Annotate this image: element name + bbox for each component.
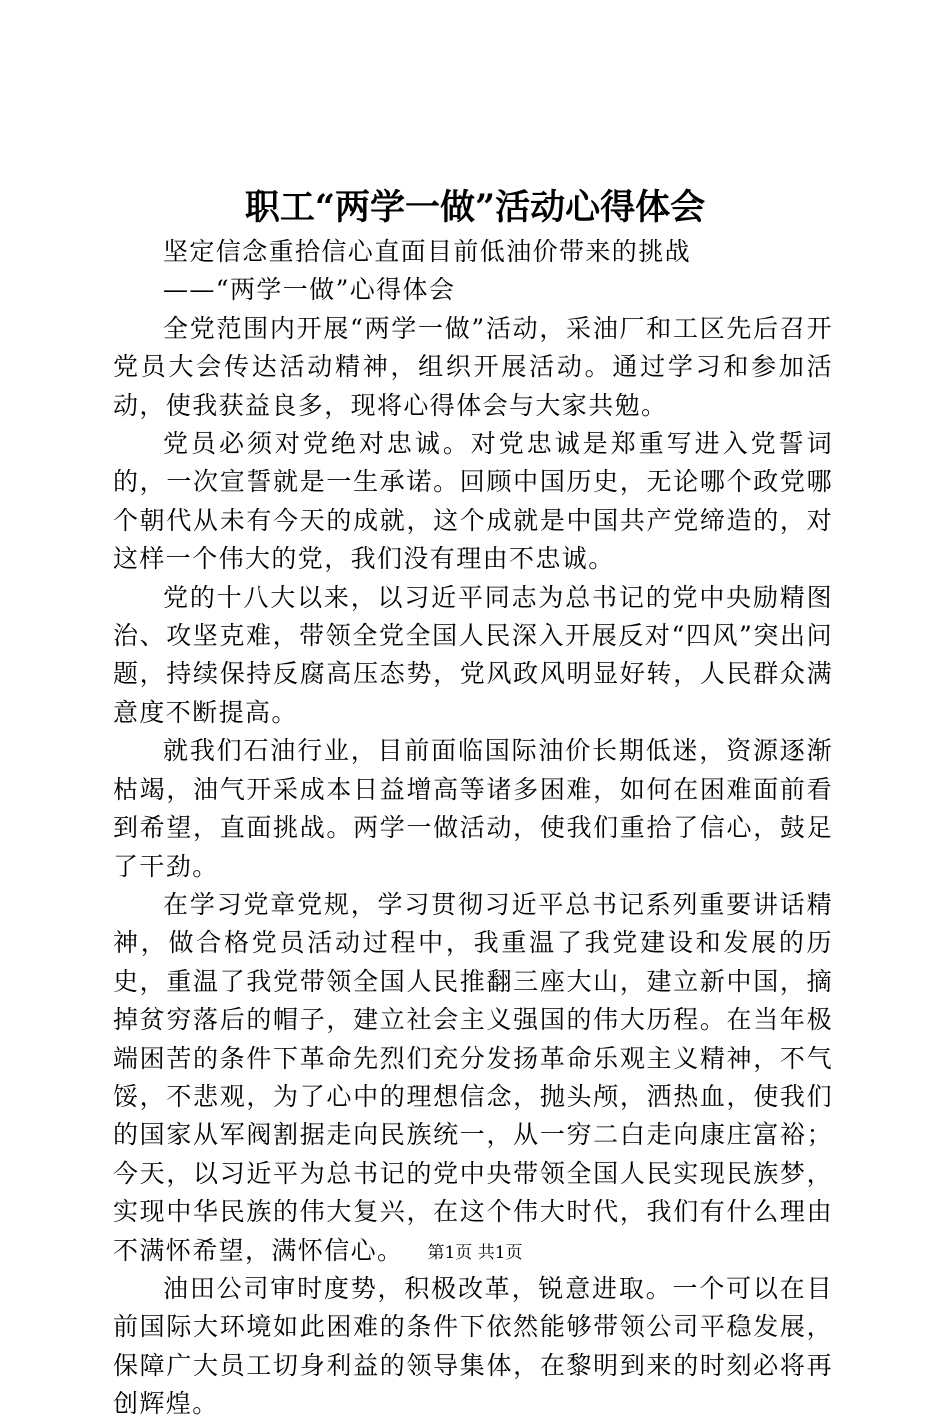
paragraph-4: 就我们石油行业，目前面临国际油价长期低迷，资源逐渐枯竭，油气开采成本日益增高等诸多困难，如何在困难面前看到希望，直面挑战。两学一做活动，使我们重拾了信心，鼓足了干劲。: [113, 736, 833, 881]
paragraph-2: 党员必须对党绝对忠诚。对党忠诚是郑重写进入党誓词的，一次宣誓就是一生承诺。回顾中国历史，无论哪个政党哪个朝代从未有今天的成就，这个成就是中国共产党缔造的，对这样一个伟大的党，我们没有理由不忠诚。: [113, 429, 833, 574]
page-title: 职工“两学一做”活动心得体会: [244, 187, 706, 228]
subtitle: 坚定信念重拾信心直面目前低油价带来的挑战: [163, 237, 692, 266]
page-number-footer: 第1页 共1页: [427, 1243, 523, 1263]
paragraph-3: 党的十八大以来，以习近平同志为总书记的党中央励精图治、攻坚克难，带领全党全国人民深入开展反对“四风”突出问题，持续保持反腐高压态势，党风政风明显好转，人民群众满意度不断提高。: [113, 582, 833, 727]
paragraph-1: 全党范围内开展“两学一做”活动，采油厂和工区先后召开党员大会传达活动精神，组织开展活动。通过学习和参加活动，使我获益良多，现将心得体会与大家共勉。: [113, 313, 833, 420]
paragraph-6: 油田公司审时度势，积极改革，锐意进取。一个可以在目前国际大环境如此困难的条件下依然能够带领公司平稳发展，保障广大员工切身利益的领导集体，在黎明到来的时刻必将再创辉煌。: [113, 1273, 833, 1419]
subtitle-secondary: ——“两学一做”心得体会: [163, 275, 456, 305]
paragraph-5: 在学习党章党规，学习贯彻习近平总书记系列重要讲话精神，做合格党员活动过程中，我重温了我党建设和发展的历史，重温了我党带领全国人民推翻三座大山，建立新中国，摘掉贫穷落后的帽子，建立社会主义强国的伟大历程。在当年极端困苦的条件下革命先烈们充分发扬革命乐观主义精神，不气馁，不悲观，为了心中的理想信念，抛头颅，洒热血，使我们的国家从军阀割据走向民族统一，从一穷二白走向康庄富裕；今天，以习近平为总书记的党中央带领全国人民实现民族梦，实现中华民族的伟大复兴，在这个伟大时代，我们有什么理由不满怀希望，满怀信心。: [113, 889, 833, 1265]
